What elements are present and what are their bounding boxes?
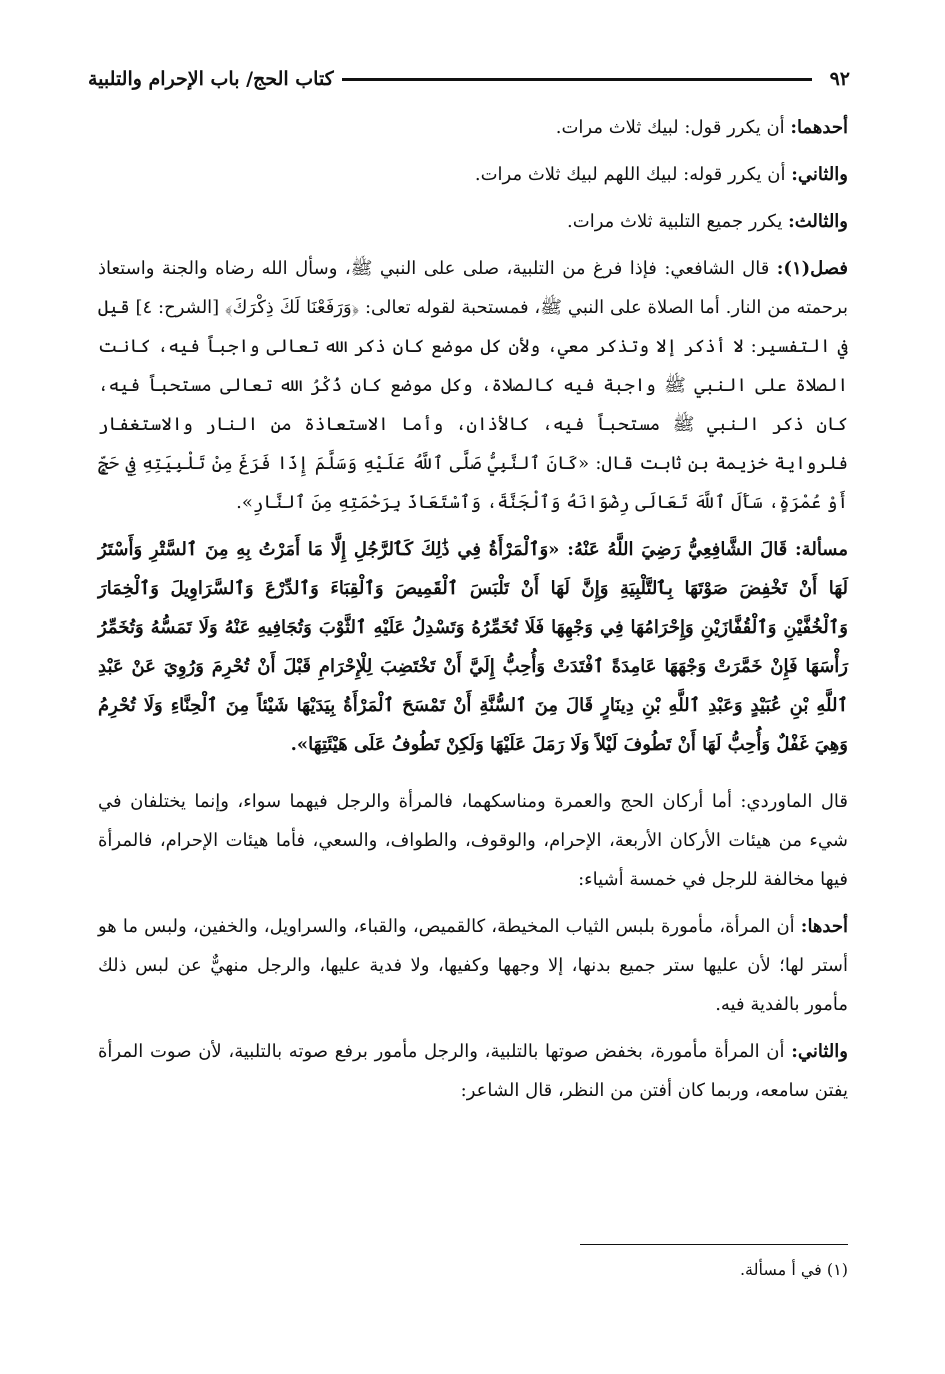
paragraph-lead: أحدها: xyxy=(800,916,848,937)
paragraph-text: أن المرأة، مأمورة بلبس الثياب المخيطة، كالقميص، والقباء، والسراويل، والخفين، ولبس ما هو أستر لها؛ لأن عليها ستر جميع بدنها، إلا وجهها وكفيها، ولا فدية عليها، والرجل منهيٌّ عن لبس ذلك مأمور بالفدية فيه. xyxy=(98,916,848,1015)
paragraph-second-difference xyxy=(98,1032,848,1110)
paragraph-text: قال الماوردي: أما أركان الحج والعمرة ومناسكهما، فالمرأة والرجل فيهما سواء، وإنما يختلفان في شيء من هيئات الأركان الأربعة، الإحرام، والوقوف، والطواف، والسعي، فأما هيئات الإحرام، فالمرأة فيها مخالفة للرجل في خمسة أشياء: xyxy=(98,791,848,890)
paragraph-mawardi xyxy=(98,782,848,899)
page-body xyxy=(98,108,848,1110)
paragraph-lead: والثالث: xyxy=(788,211,848,232)
paragraph-first-difference xyxy=(98,907,848,1024)
header-rule xyxy=(342,78,812,81)
paragraph-third xyxy=(98,202,848,241)
running-title: كتاب الحج/ باب الإحرام والتلبية xyxy=(88,68,334,90)
paragraph-fasl xyxy=(98,249,848,522)
paragraph-text: قال الشافعي: فإذا فرغ من التلبية، صلى على النبي ﷺ، وسأل الله رضاه والجنة واستعاذ برحمته من النار. أما الصلاة على النبي ﷺ، فمستحبة لقوله تعالى: ﴿وَرَفَعْنَا لَكَ ذِكْرَكَ﴾ [الشرح: ٤] قيل في التفسير: لا أذكر إلا وتذكر معي، ولأن كل موضع كان ذكر الله تعالى واجباً فيه، كانت الصلاة على النبي ﷺ واجبة فيه كالصلاة، وكل موضع كان ذُكْرُ الله تعالى مستحباً فيه، كان ذكر النبي ﷺ مستحباً فيه، كالأذان، وأما الاستعاذة من النار والاستغفار فلرواية خزيمة بن ثابت قال: «كَانَ ٱلنَّبِيُّ صَلَّى ٱللَّهُ عَلَيْهِ وَسَلَّمَ إِذَا فَرَغَ مِنْ تَلْبِيَتِهِ فِي حَجٍّ أَوْ عُمْرَةٍ، سَأَلَ ٱللَّهَ تَعَالَى رِضْوَانَهُ وَٱلْجَنَّةَ، وَٱسْتَعَاذَ بِرَحْمَتِهِ مِنَ ٱلنَّارِ». xyxy=(98,258,849,513)
paragraph-second xyxy=(98,155,848,194)
footnote-separator xyxy=(580,1244,848,1245)
page-number: ٩٢ xyxy=(829,68,850,90)
paragraph-first xyxy=(98,108,848,147)
paragraph-lead: مسألة: قَالَ الشَّافِعِيُّ xyxy=(688,539,849,560)
paragraph-masala xyxy=(98,530,848,764)
paragraph-lead: فصل(١): xyxy=(776,258,848,279)
paragraph-lead: أحدهما: xyxy=(790,117,848,138)
paragraph-lead: والثاني: xyxy=(791,1041,848,1062)
paragraph-text: أن يكرر قوله: لبيك اللهم لبيك ثلاث مرات. xyxy=(474,164,792,185)
paragraph-text: أن المرأة مأمورة، بخفض صوتها بالتلبية، والرجل مأمور برفع صوته بالتلبية، لأن صوت المرأة يفتن سامعه، وربما كان أفتن من النظر، قال الشاعر: xyxy=(98,1041,848,1101)
paragraph-text: يكرر جميع التلبية ثلاث مرات. xyxy=(567,211,789,232)
footnote: (١) في أ مسألة. xyxy=(739,1260,848,1279)
paragraph-lead: والثاني: xyxy=(791,164,848,185)
paragraph-text: أن يكرر قول: لبيك ثلاث مرات. xyxy=(555,117,791,138)
running-header xyxy=(88,62,850,96)
paragraph-text: رَضِيَ اللَّهُ عَنْهُ: «وَٱلْمَرْأَةُ فِي ذَٰلِكَ كَٱلرَّجُلِ إِلَّا مَا أَمَرْتُ بِهِ مِنَ ٱلسَّتْرِ وَأَسْتَرُ لَهَا أَنْ تَخْفِضَ صَوْتَهَا بِٱلتَّلْبِيَةِ وَإِنَّ لَهَا أَنْ تَلْبَسَ ٱلْقَمِيصَ وَٱلْقِبَاءَ وَٱلدِّرْعَ وَٱلسَّرَاوِيلَ وَٱلْخِمَارَ وَٱلْخُفَّيْنِ وَٱلْقُفَّازَيْنِ وَإِحْرَامُهَا فِي وَجْهِهَا فَلَا تُخَمِّرُهُ وَتَسْدِلُ عَلَيْهِ ٱلثَّوْبَ وَتُجَافِيهِ عَنْهُ وَلَا تَمَسُّهُ وَتُخَمِّرُ رَأْسَهَا فَإِنْ خَمَّرَتْ وَجْهَهَا عَامِدَةً ٱفْتَدَتْ وَأُحِبُّ إِلَيَّ أَنْ تَخْتَضِبَ لِلْإِحْرَامِ قَبْلَ أَنْ تُحْرِمَ وَرُوِيَ عَنْ عَبْدِ ٱللَّهِ بْنِ عُبَيْدٍ وَعَبْدِ ٱللَّهِ بْنِ دِينَارٍ قَالَ مِنَ ٱلسُّنَّةِ أَنْ تَمْسَحَ ٱلْمَرْأَةُ بِيَدَيْهَا شَيْئاً مِنَ ٱلْحِنَّاءِ وَلَا تُحْرِمُ وَهِيَ غَفْلٌ وَأُحِبُّ لَهَا أَنْ تَطُوفَ لَيْلاً وَلَا رَمَلَ عَلَيْهَا وَلَكِنْ تَطُوفُ عَلَى هَيْئَتِهَا». xyxy=(98,539,848,755)
